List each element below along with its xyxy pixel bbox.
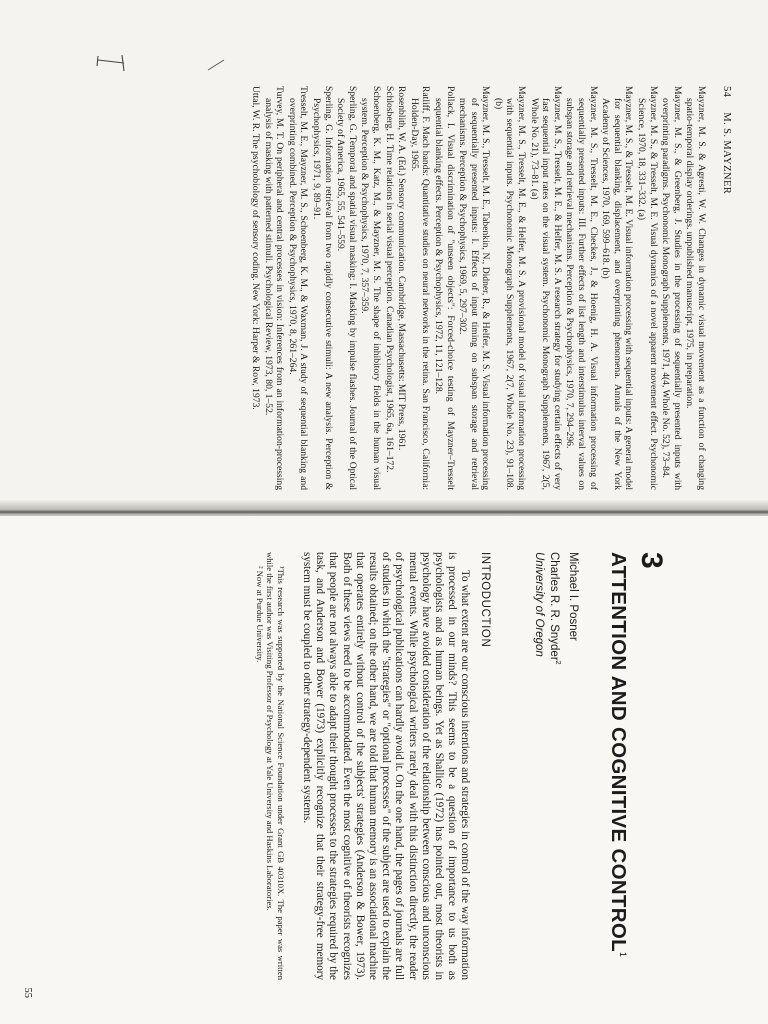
reference-entry: Mayzner, M. S. & Agresti, W. W. Changes in dynamic visual movement as a function of changing spatio-temporal display orderings. unpublished manuscript, 1975, in preparation. xyxy=(684,86,707,490)
chapter-title-footnote-mark: 1 xyxy=(617,951,628,958)
chapter-title xyxy=(606,552,630,980)
chapter-number: 3 xyxy=(635,552,668,569)
reference-entry: Mayzner, M. S., & Tresselt, M. E. Visual dynamics of a novel apparent movement effect. Psychonomic Science, 1970, 18, 331–332. (a) xyxy=(636,86,659,490)
reference-entry: Uttal, W. R. The psychobiology of sensory coding. New York: Harper & Row, 1973. xyxy=(250,86,262,410)
author-name: Charles R. R. Snyder$^2$ xyxy=(548,552,562,665)
author-affiliation: University of Oregon xyxy=(533,552,546,657)
chapter-title-text: ATTENTION AND COGNITIVE CONTROL xyxy=(607,552,630,952)
reference-entry: Rosenblith, W. A. (Ed.) Sensory communication. Cambridge, Massachusetts: MIT Press, 1961. xyxy=(396,86,408,451)
reference-entry: Ratliff, F. Mach bands: Quantitative studies on neural networks in the retina. San Francisco, California: Holden-Day, 1965. xyxy=(408,86,432,490)
reference-entry: Mayzner, M. S., & Greenberg, J. Studies in the processing of sequentially presented inputs with overprinting paradigms. Psychonomic Monograph Supplements, 1971, 4(4, Whole No. 52), 73–84. xyxy=(660,86,683,490)
pen-mark-icon xyxy=(198,54,232,76)
reference-entry: Pollack, I. Visual discrimination of "unseen objects": Forced-choice testing of Mayzner–Tresselt sequential blanking effects. Perception & Psychophysics, 1972, 11, 121–128. xyxy=(432,86,456,490)
left-page-number: 54 xyxy=(721,86,732,98)
reference-entry: Mayzner, M. S., Tresselt, M. E., Checkes, J., & Hoenig, H. A. Visual information processing of sequentially presented inputs: III. Further effects of list length and interstimulus interval values on subspan storage and retrieval mechanisms. Perception & Psychophysics, 1970, 7, 294–296. xyxy=(564,86,599,490)
reference-entry: Mayzner, M. S., Tresselt, M. E., Tabenkin, N., Didner, R., & Helfer, M. S. Visual information processing of sequentially presented inputs: I. Effects of input timing on subspan storage and retrieval mechanisms. Perception & Psychophysics, 1969, 5, 297–302. xyxy=(457,86,492,490)
reference-entry: Tresselt, M. E., Mayzner, M. S., Schoenberg, K. M., & Waxman, J. A study of sequential blanking and overprinting combined. Perception & Psychophysics, 1970, 8, 261–264. xyxy=(286,86,310,490)
section-heading: INTRODUCTION xyxy=(479,552,492,648)
right-page-number: 55 xyxy=(22,987,33,998)
reference-entry: Mayzner, M. S., & Tresselt, M. E. Visual information processing with sequential inputs: A general model for sequential blanking, displacement, and overprinting phenomena. Annals of the New York Academy of Sciences, 1970, 169, 599–618. (b) xyxy=(600,86,635,490)
left-page xyxy=(0,0,768,508)
footnotes xyxy=(255,552,286,980)
pen-mark-icon xyxy=(94,52,128,74)
reference-entry: Schlosberg, H. Time relations in serial visual perception. Canadian Psychologist, 1965, 6a, 161–172. xyxy=(383,86,395,473)
running-head-author: M. S. MAYZNER xyxy=(721,112,732,195)
reference-entry: Mayzner, M. S., Tresselt, M. E., & Helfer, M. S. A research strategy for studying certain effects of very fast sequential input rates on the visual system. Psychonomic Monograph Supplements, 1967, 2(5, Whole No. 21), 73–81. (a) xyxy=(528,86,563,490)
reference-entry: Turvey, M. T. On peripheral and central processes in vision: Inferences from an information-processing analysis of masking with patterned stimuli. Psychological Review, 1973, 80, 1–52. xyxy=(262,86,286,490)
body-paragraph: To what extent are our conscious intentions and strategies in control of the way information is processed in our minds? This seems to be a question of importance to us both as psychologists and as human beings. Yet as Shallice (1972) has pointed out, most theorists in psychology have avoided consideration of the relationship between conscious and unconscious mental events. While psychological writers rarely deal with this distinction directly, the reader of psychological publications can hardly avoid it. On the one hand, the pages of journals are full of studies in which the "strategies" or "optional processes" of the subject are used to explain the results obtained; on the other hand, we are told that human memory is an associational machine that operates entirely without control of the subjects' strategies (Anderson & Bower, 1973). Both of these views need to be accommodated. Even the most cognitive of theorists recognizes that people are not always able to adapt their thought processes to the strategies required by the task, and Anderson and Bower (1973) explicitly recognize that their strategy-free memory system must be coupled to other strategy-dependent systems. xyxy=(300,552,472,980)
reference-list xyxy=(249,86,707,490)
reference-entry: Mayzner, M. S., Tresselt, M. E., & Helfer, M. S. A provisional model of visual information processing with sequential inputs. Psychonomic Monograph Supplements, 1967, 2(7, Whole No. 23), 91–108. (b) xyxy=(492,86,528,490)
left-running-head xyxy=(721,86,732,490)
footnote: ² Now at Purdue University. xyxy=(255,566,266,663)
footnote: ¹This research was supported by the National Science Foundation under Grant GB 40310X. The paper was written while the first author was Visiting Professor of Psychology at Yale University and Haskins Laboratories. xyxy=(265,552,286,980)
right-page xyxy=(0,516,768,1024)
reference-entry: Schoenberg, K. M., Katz, M., & Mayzner, M. S. The shape of inhibitory fields in the human visual system. Perception & Psychophysics, 1970, 7, 357–359. xyxy=(359,86,382,490)
reference-entry: Sperling, G. Temporal and spatial visual masking: I. Masking by impulse flashes. Journal of the Optical Society of America, 1965, 55, 541–559. xyxy=(335,86,358,490)
author-name: Michael I. Posner xyxy=(567,552,580,641)
reference-entry: Sperling, G. Information retrieval from two rapidly consecutive stimuli: A new analysis. Perception & Psychophysics, 1971, 9, 89–91. xyxy=(311,86,334,490)
